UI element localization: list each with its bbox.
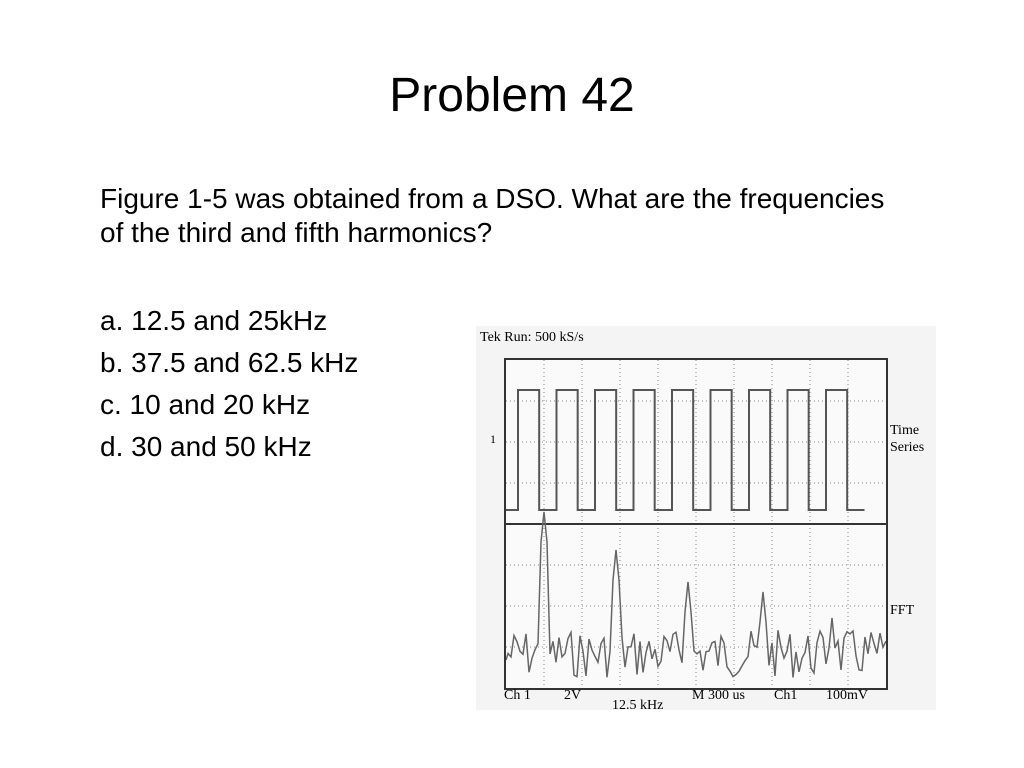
time-label-line2: Series	[890, 440, 925, 455]
option-c[interactable]: c. 10 and 20 kHz	[100, 389, 311, 420]
channel-marker: 1	[490, 432, 496, 446]
footer-time: M 300 us	[692, 688, 745, 703]
oscilloscope-figure	[476, 326, 936, 713]
figure-header: Tek Run: 500 kS/s	[480, 330, 584, 345]
scope-screen	[504, 358, 888, 690]
footer-ch1b: Ch1	[774, 688, 798, 703]
fft-label: FFT	[890, 603, 915, 618]
page-title: Problem 42	[389, 69, 635, 122]
time-series-label	[890, 422, 924, 456]
footer-volts: 2V	[564, 688, 582, 703]
answer-options	[100, 300, 460, 468]
footer-freq: 12.5 kHz	[612, 698, 664, 713]
question-text: Figure 1-5 was obtained from a DSO. What are the frequencies of the third and fifth harmonics?	[100, 183, 885, 248]
square-wave-trace	[506, 390, 865, 510]
time-label-line1: Time	[890, 423, 920, 438]
footer-mv: 100mV	[826, 688, 868, 703]
option-b[interactable]: b. 37.5 and 62.5 kHz	[100, 347, 359, 378]
scope-traces	[506, 360, 886, 688]
option-d[interactable]: d. 30 and 50 kHz	[100, 431, 312, 462]
option-a[interactable]: a. 12.5 and 25kHz	[100, 305, 328, 336]
footer-ch1: Ch 1	[504, 688, 531, 703]
